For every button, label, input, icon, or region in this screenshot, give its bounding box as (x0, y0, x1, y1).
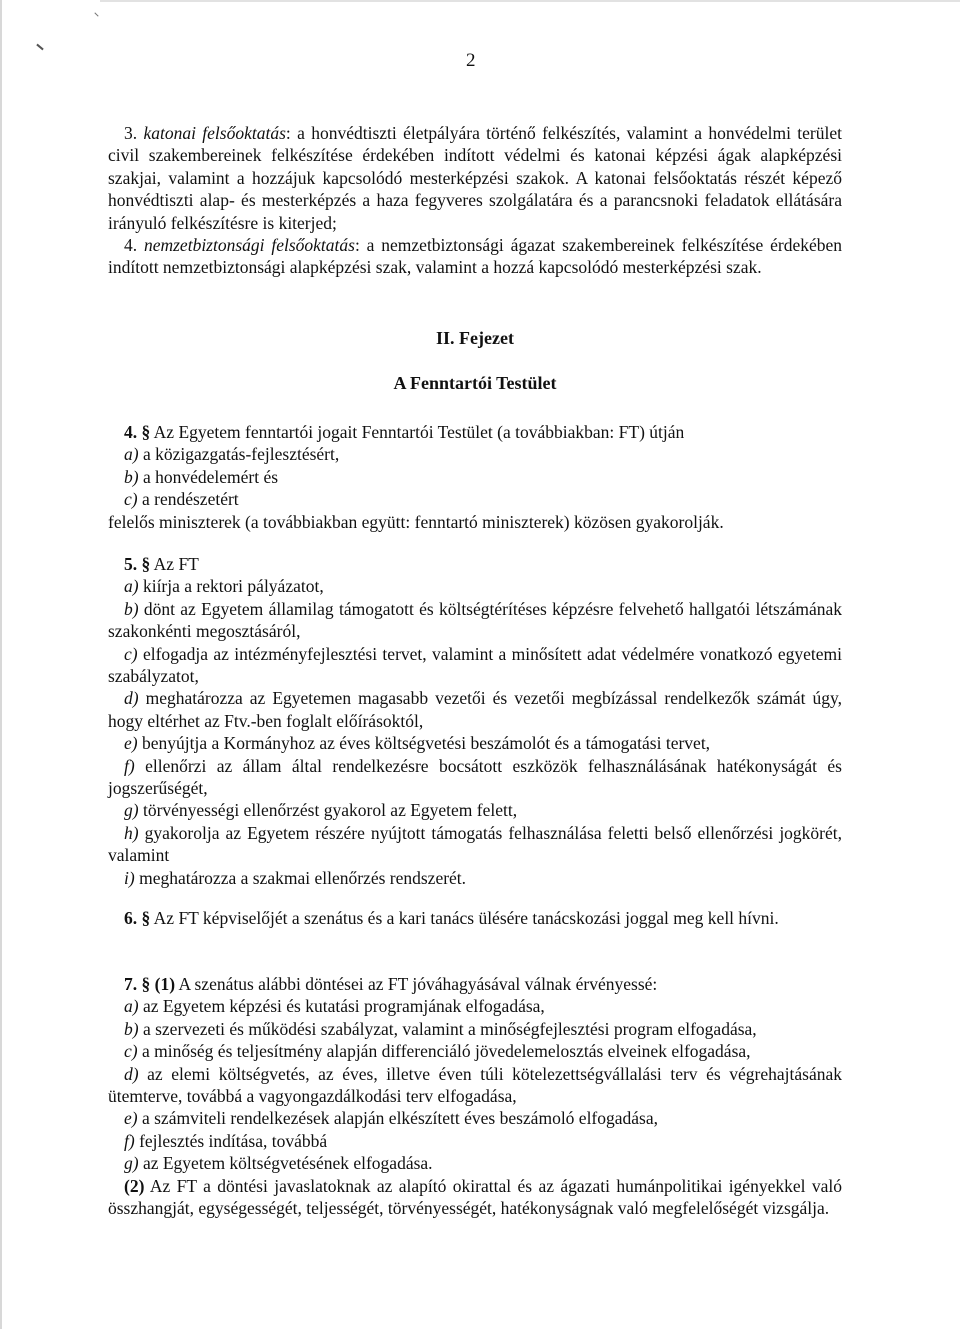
scan-mark (36, 44, 43, 51)
page-number: 2 (466, 50, 476, 71)
item-text: a szervezeti és működési szabályzat, valamint a minőségfejlesztési program elfogadása, (142, 1018, 757, 1039)
definition-number: 4. (124, 235, 138, 256)
item-label: i) (124, 867, 135, 888)
item-label: a) (124, 444, 139, 465)
item-label: b) (124, 1018, 139, 1039)
item-label: c) (124, 643, 138, 664)
chapter-number: II. Fejezet (436, 328, 514, 348)
list-item (108, 488, 842, 510)
item-text: a számviteli rendelkezések alapján elkészített éves beszámoló elfogadása, (141, 1108, 658, 1129)
list-item (108, 1107, 842, 1129)
item-text: kiírja a rektori pályázatot, (142, 576, 324, 597)
section-4 (108, 421, 842, 533)
item-text: a közigazgatás-fejlesztésért, (142, 444, 340, 465)
item-label: e) (124, 733, 138, 754)
item-label: f) (124, 1130, 135, 1151)
item-text: törvényességi ellenőrzést gyakorol az Egyetem felett, (142, 800, 518, 821)
paragraph-number: (1) (154, 974, 176, 994)
item-text: fejlesztés indítása, továbbá (139, 1130, 328, 1151)
list-item (108, 867, 842, 889)
list-item (108, 598, 842, 643)
definition-number: 3. (124, 123, 138, 143)
definition-text: : a nemzetbiztonsági ágazat szakembereinek felkészítése érdekében indított nemzetbiztonsági alapképzési szak, valamint a hozzá kapcsolódó mesterképzési szak. (108, 235, 842, 278)
item-text: az Egyetem költségvetésének elfogadása. (142, 1153, 433, 1174)
list-item (108, 995, 842, 1017)
definition-3 (108, 122, 842, 234)
definition-text: : a honvédtiszti életpályára történő felkészítés, valamint a honvédelmi terület civil szakembereinek felkészítése érdekében indított védelmi és katonai képzési ágak alapképzési szakjai, valamint a hozzájuk kapcsolódó mesterképzési szakok. A katonai felsőoktatás részét képező honvédtiszti alap- és mesterképzés a haza fegyveres szolgálatára és a parancsnoki feladatok ellátására irányuló felkészítésre is kiterjed; (108, 123, 842, 233)
item-text: az Egyetem képzési és kutatási programjának elfogadása, (142, 996, 545, 1017)
list-item (108, 732, 842, 754)
list-item (108, 1152, 842, 1174)
section-lead-text: A szenátus alábbi döntései az FT jóváhagyásával válnak érvényessé: (178, 974, 658, 994)
list-item (108, 466, 842, 488)
item-text: a rendészetért (141, 489, 239, 510)
item-label: a) (124, 996, 139, 1017)
item-label: d) (124, 1063, 139, 1084)
section-5 (108, 553, 842, 889)
item-text: elfogadja az intézményfejlesztési tervet, valamint a minősített adat védelmére vonatkozó egyetemi szabályzatot, (108, 643, 843, 687)
list-item (108, 575, 842, 597)
definition-term: nemzetbiztonsági felsőoktatás (143, 235, 355, 256)
item-text: a honvédelemért és (142, 466, 279, 487)
item-label: c) (124, 489, 138, 510)
section-text: Az FT képviselőjét a szenátus és a kari tanács ülésére tanácskozási joggal meg kell hívni. (153, 908, 779, 928)
item-text: meghatározza az Egyetemen magasabb vezetői és vezetői megbízással rendelkezők számát úgy, hogy eltérhet az Ftv.-ben foglalt előírásoktól, (108, 688, 842, 731)
list-item (108, 1063, 842, 1108)
list-item (108, 1018, 842, 1040)
section-lead-text: Az Egyetem fenntartói jogait Fenntartói Testület (a továbbiakban: FT) útján (153, 422, 685, 442)
scan-top-edge (100, 0, 960, 2)
section-6 (108, 907, 842, 929)
item-text: ellenőrzi az állam által rendelkezésre bocsátott eszközök felhasználásának hatékonyságát és jogszerűségét, (108, 755, 842, 799)
section-lead-text: Az FT (153, 554, 199, 574)
item-text: a minőség és teljesítmény alapján differenciáló jövedelemelosztás elveinek elfogadása, (141, 1041, 751, 1062)
list-item (108, 1040, 842, 1062)
section-number: 5. § (124, 554, 151, 574)
section-lead (108, 907, 842, 929)
scan-mark (94, 12, 98, 16)
paragraph-number: (2) (124, 1175, 145, 1196)
section-number: 7. § (124, 974, 151, 994)
section-7 (108, 973, 842, 1219)
item-text: dönt az Egyetem államilag támogatott és költségtérítéses képzésre felvehető hallgatói létszámának szakonkénti megosztásáról, (108, 598, 843, 642)
list-item (108, 799, 842, 821)
item-label: b) (124, 466, 139, 487)
item-label: c) (124, 1041, 138, 1062)
item-label: h) (124, 822, 139, 843)
section-lead (108, 973, 842, 995)
item-text: meghatározza a szakmai ellenőrzés rendszerét. (139, 867, 467, 888)
list-item (108, 443, 842, 465)
list-item (108, 755, 842, 800)
item-text: benyújtja a Kormányhoz az éves költségvetési beszámolót és a támogatási tervet, (141, 733, 711, 754)
paragraph-text: Az FT a döntési javaslatoknak az alapító okirattal és az ágazati humánpolitikai igényekkel való összhangját, egységességét, teljességét, törvényességét, hatékonyságnak való megfelelőségét vizsgálja. (108, 1175, 842, 1219)
list-item (108, 822, 842, 867)
section-lead (108, 421, 842, 443)
section-lead (108, 553, 842, 575)
chapter-title: A Fenntartói Testület (393, 373, 557, 393)
item-label: g) (124, 1153, 139, 1174)
list-item (108, 643, 842, 688)
item-label: b) (124, 598, 139, 619)
definition-term: katonai felsőoktatás (143, 123, 286, 143)
item-label: d) (124, 688, 139, 709)
item-text: az elemi költségvetés, az éves, illetve éven túli kötelezettségvállalási terv és végrehajtásának ütemterve, továbbá a vagyongazdálkodási terv elfogadása, (108, 1063, 842, 1107)
section-tail: felelős miniszterek (a továbbiakban együtt: fenntartó miniszterek) közösen gyakorolják. (108, 511, 724, 532)
section-number: 6. § (124, 908, 151, 928)
definition-4 (108, 234, 842, 279)
item-label: f) (124, 755, 135, 776)
paragraph-2 (108, 1175, 842, 1220)
definitions-block (108, 122, 842, 279)
item-text: gyakorolja az Egyetem részére nyújtott támogatás felhasználása feletti belső ellenőrzési jogkörét, valamint (108, 822, 843, 866)
item-label: e) (124, 1108, 138, 1129)
item-label: a) (124, 576, 139, 597)
list-item (108, 687, 842, 732)
section-number: 4. § (124, 422, 151, 442)
item-label: g) (124, 800, 139, 821)
scan-left-edge (0, 0, 2, 1329)
list-item (108, 1130, 842, 1152)
